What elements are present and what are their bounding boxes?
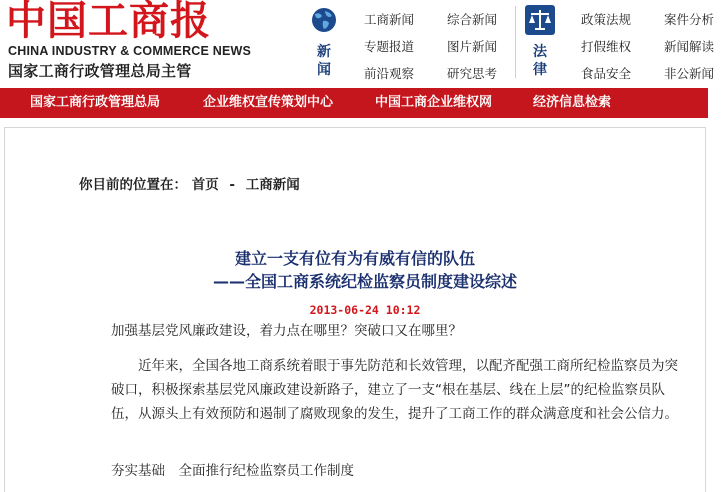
news-label-2: 闻 (317, 62, 331, 78)
site-logo[interactable]: 中国工商报 (6, 0, 211, 44)
news-label-1: 新 (317, 44, 331, 60)
site-header (0, 0, 715, 86)
nav-link-photo-news[interactable]: 图片新闻 (447, 39, 498, 54)
redbar-link-saic[interactable]: 国家工商行政管理总局 (30, 95, 161, 110)
redbar-link-rights-web[interactable]: 中国工商企业维权网 (375, 95, 493, 110)
article-panel (4, 127, 706, 492)
law-label-2: 律 (533, 62, 547, 78)
law-section-label (522, 4, 558, 80)
breadcrumb (79, 173, 300, 193)
law-nav-col-2 (664, 6, 714, 87)
redbar-link-rights-center[interactable]: 企业维权宣传策划中心 (203, 95, 334, 110)
nav-link-general-news[interactable]: 综合新闻 (447, 12, 498, 27)
scales-icon (524, 4, 556, 36)
nav-link-non-public[interactable]: 非公新闻 (664, 66, 715, 81)
breadcrumb-separator: - (229, 177, 236, 193)
site-logo-subtitle: 国家工商行政管理总局主管 (8, 62, 192, 80)
news-nav-col-2 (447, 6, 497, 87)
nav-link-case-analysis[interactable]: 案件分析 (664, 12, 715, 27)
nav-link-research[interactable]: 研究思考 (447, 66, 498, 81)
nav-link-news-interpret[interactable]: 新闻解读 (664, 39, 715, 54)
nav-link-special-report[interactable]: 专题报道 (364, 39, 415, 54)
nav-link-anti-counterfeit[interactable]: 打假维权 (581, 39, 632, 54)
news-section-label (306, 4, 342, 80)
law-label-1: 法 (533, 44, 547, 60)
article-paragraph-1: 加强基层党风廉政建设，着力点在哪里？突破口又在哪里？ (111, 323, 462, 339)
breadcrumb-current[interactable]: 工商新闻 (245, 177, 300, 193)
nav-link-gongshang-news[interactable]: 工商新闻 (364, 12, 415, 27)
nav-link-food-safety[interactable]: 食品安全 (581, 66, 632, 81)
article-paragraph-2: 近年来，全国各地工商系统着眼于事先防范和长效管理，以配齐配强工商所纪检监察员为突破口，积极探索基层党风廉政建设新路子，建立了一支“根在基层、线在上层”的纪检监察员队伍，从源头上有效预防和遏制了腐败现象的发生，提升了工商工作的群众满意度和社会公信力。 (111, 358, 678, 422)
article-section-heading: 夯实基础 全面推行纪检监察员工作制度 (111, 463, 354, 479)
article-subtitle: ——全国工商系统纪检监察员制度建设综述 (212, 272, 517, 291)
site-logo-english: CHINA INDUSTRY & COMMERCE NEWS (8, 44, 252, 58)
breadcrumb-prefix: 你目前的位置在： (79, 177, 187, 193)
breadcrumb-home[interactable]: 首页 (191, 177, 219, 193)
nav-link-policy[interactable]: 政策法规 (581, 12, 632, 27)
nav-link-frontier[interactable]: 前沿观察 (364, 66, 415, 81)
article-date: 2013-06-24 10:12 (309, 303, 421, 317)
main-nav-bar (0, 88, 708, 118)
redbar-link-econ-search[interactable]: 经济信息检索 (533, 95, 612, 110)
header-divider (515, 6, 516, 78)
globe-icon (308, 4, 340, 36)
law-nav-col-1 (581, 6, 631, 87)
article-title: 建立一支有位有为有威有信的队伍 (234, 249, 475, 268)
news-nav-col-1 (364, 6, 414, 87)
